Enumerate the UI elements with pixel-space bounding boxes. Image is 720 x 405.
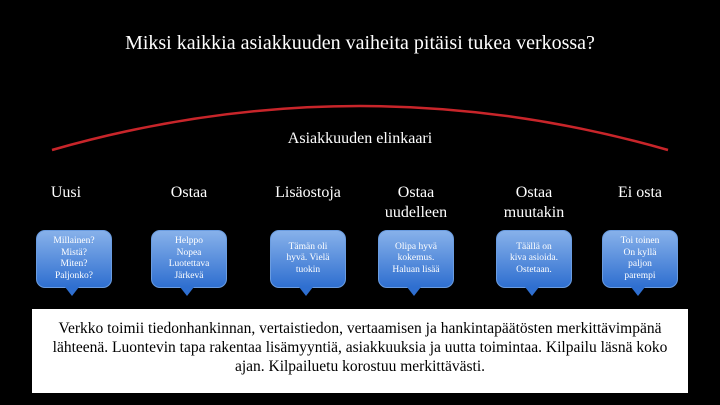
lifecycle-label: Asiakkuuden elinkaari [287,130,433,147]
callout-text: Toi toinen On kyllä paljon parempi [620,236,660,281]
stage-callout [151,230,227,288]
stage-label: Ostaa uudelleen [384,184,448,221]
callout-text: Olipa hyvä kokemus. Haluan lisää [392,241,440,275]
stage-label: Ostaa [170,184,208,201]
stage-callout [496,230,572,288]
stage-label: Ostaa muutakin [503,184,565,221]
callout-text: Millainen? Mistä? Miten? Paljonko? [53,236,95,281]
stage-callout [602,230,678,288]
slide-title: Miksi kaikkia asiakkuuden vaiheita pitäisi tukea verkossa? [125,32,595,54]
callout-text: Helppo Nopea Luotettava Järkevä [168,236,210,281]
stage-label: Uusi [50,184,82,201]
stage-callout [270,230,346,288]
stage-callout [378,230,454,288]
callout-text: Täällä on kiva asioida. Ostetaan. [509,241,558,275]
stage-label: Lisäostoja [275,184,341,201]
summary-box: Verkko toimii tiedonhankinnan, vertaistiedon, vertaamisen ja hankintapäätösten merkittävimpänä lähteenä. Luontevin tapa rakentaa lisämyyntiä, asiakkuuksia ja uutta toimintaa. Kilpailu läsnä koko ajan. Kilpailuetu korostuu merkittävästi. [32,309,688,393]
callout-text: Tämän oli hyvä. Vielä tuokin [286,241,330,275]
stage-callout [36,230,112,288]
stage-label: Ei osta [618,184,662,201]
